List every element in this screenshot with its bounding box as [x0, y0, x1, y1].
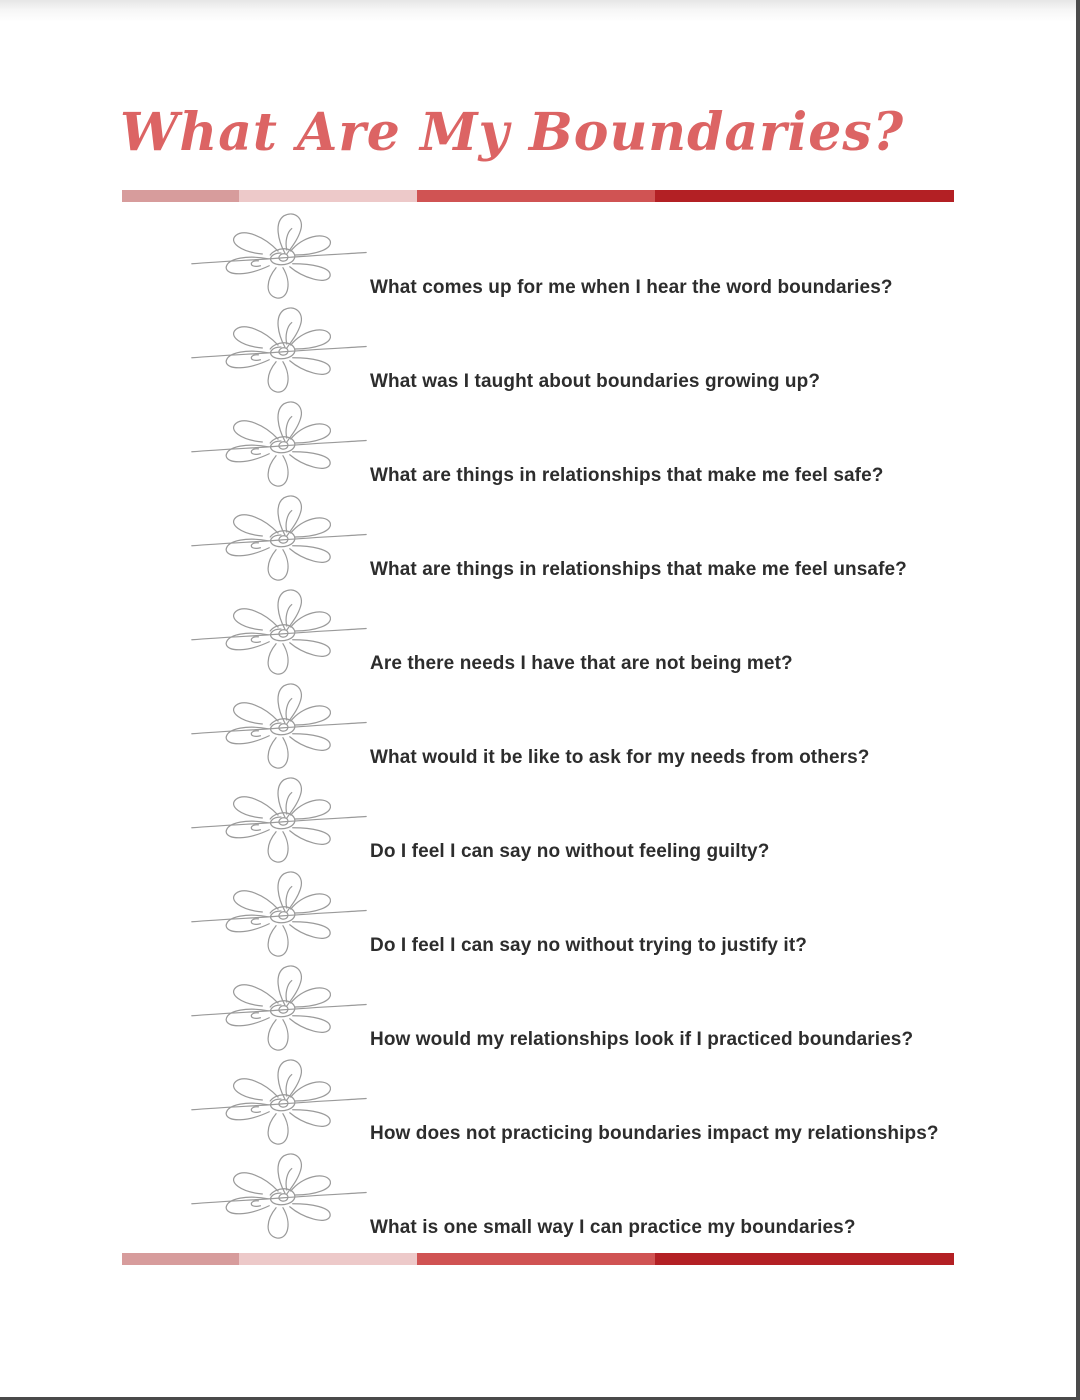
line-art-flower-icon [188, 1147, 370, 1241]
line-art-flower-icon [188, 771, 370, 865]
top-shadow [0, 0, 1080, 22]
question-text: Do I feel I can say no without feeling guilty? [370, 841, 770, 862]
line-art-flower-icon [188, 301, 370, 395]
line-art-flower-icon [188, 677, 370, 771]
question-text: Do I feel I can say no without trying to justify it? [370, 935, 807, 956]
line-art-flower-icon [188, 489, 370, 583]
question-row [122, 675, 1022, 769]
question-text: What are things in relationships that make me feel unsafe? [370, 559, 907, 580]
page-title: What Are My Boundaries? [120, 102, 905, 163]
question-row [122, 1051, 1022, 1145]
questions-list [122, 205, 1022, 1239]
line-art-flower-icon [188, 959, 370, 1053]
question-text: What are things in relationships that make me feel safe? [370, 465, 884, 486]
question-row [122, 299, 1022, 393]
divider-segment [655, 190, 954, 202]
question-row [122, 581, 1022, 675]
question-row [122, 393, 1022, 487]
question-text: Are there needs I have that are not being met? [370, 653, 793, 674]
question-row [122, 1145, 1022, 1239]
question-text: How would my relationships look if I practiced boundaries? [370, 1029, 914, 1050]
divider-segment [239, 1253, 416, 1265]
question-text: What was I taught about boundaries growing up? [370, 371, 821, 392]
question-text: How does not practicing boundaries impact my relationships? [370, 1123, 939, 1144]
question-row [122, 205, 1022, 299]
divider-segment [122, 1253, 239, 1265]
footer-divider [122, 1253, 954, 1265]
question-text: What would it be like to ask for my needs from others? [370, 747, 870, 768]
divider-segment [122, 190, 239, 202]
question-row [122, 487, 1022, 581]
divider-segment [239, 190, 416, 202]
title-divider [122, 190, 954, 202]
line-art-flower-icon [188, 207, 370, 301]
divider-segment [417, 1253, 656, 1265]
window-right-edge [1076, 0, 1080, 1400]
question-text: What is one small way I can practice my boundaries? [370, 1217, 856, 1238]
line-art-flower-icon [188, 583, 370, 677]
question-row [122, 769, 1022, 863]
question-row [122, 863, 1022, 957]
line-art-flower-icon [188, 395, 370, 489]
line-art-flower-icon [188, 865, 370, 959]
line-art-flower-icon [188, 1053, 370, 1147]
question-text: What comes up for me when I hear the word boundaries? [370, 277, 893, 298]
divider-segment [417, 190, 656, 202]
divider-segment [655, 1253, 954, 1265]
question-row [122, 957, 1022, 1051]
